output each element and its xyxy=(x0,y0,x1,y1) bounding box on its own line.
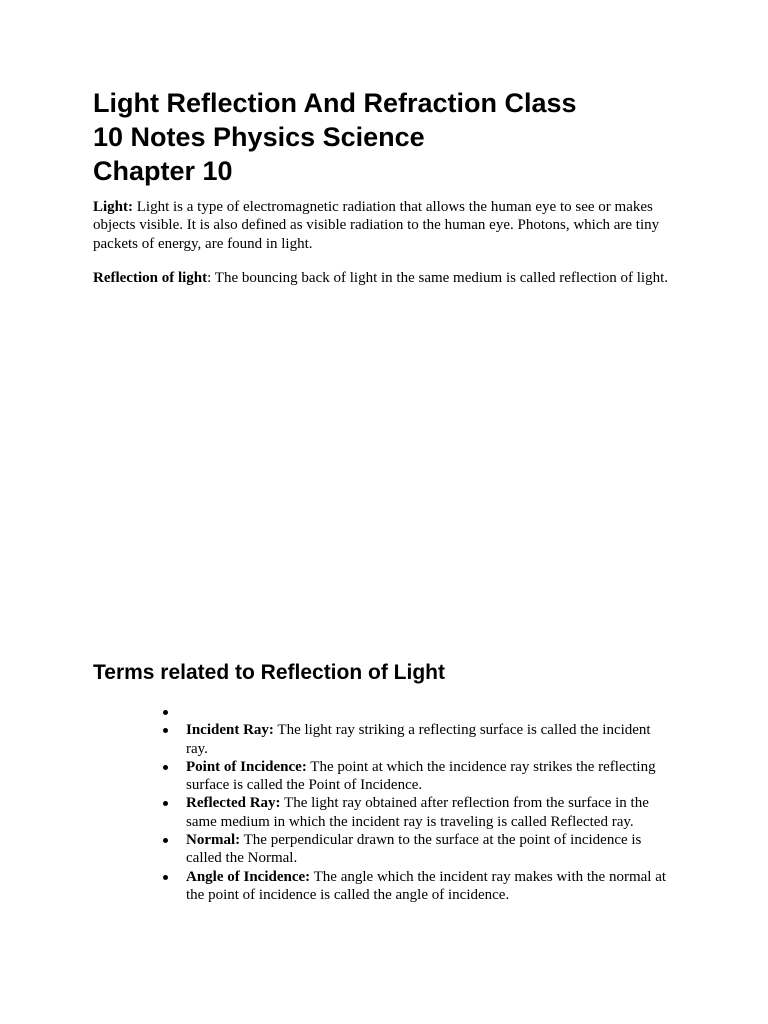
light-definition-paragraph xyxy=(93,198,683,253)
title-line: 10 Notes Physics Science xyxy=(93,122,425,152)
term-name: Point of Incidence: xyxy=(186,758,307,775)
terms-list xyxy=(186,703,671,904)
list-item xyxy=(186,721,671,758)
term-name: Incident Ray: xyxy=(186,722,274,739)
list-item-empty xyxy=(186,703,671,721)
term-name: Reflected Ray: xyxy=(186,795,281,812)
light-term: Light: xyxy=(93,199,134,215)
reflection-definition-text: : The bouncing back of light in the same medium is called reflection of light. xyxy=(207,270,668,286)
reflection-term: Reflection of light xyxy=(93,270,208,286)
list-item xyxy=(186,831,671,868)
list-item xyxy=(186,794,671,831)
term-definition: The angle which the incident ray makes with the normal at the point of incidence is called the angle of incidence. xyxy=(186,868,667,903)
section-heading: Terms related to Reflection of Light xyxy=(93,661,445,684)
reflection-definition-paragraph xyxy=(93,269,683,287)
term-definition: The perpendicular drawn to the surface at the point of incidence is called the Normal. xyxy=(186,832,642,867)
page-title xyxy=(93,86,693,188)
light-definition-text: Light is a type of electromagnetic radiation that allows the human eye to see or makes objects visible. It is also defined as visible radiation to the human eye. Photons, which are tiny packets of energy, are found in light. xyxy=(93,199,660,252)
list-item xyxy=(186,758,671,795)
term-name: Angle of Incidence: xyxy=(186,868,311,885)
term-definition: The light ray striking a reflecting surface is called the incident ray. xyxy=(186,722,651,757)
term-definition: The light ray obtained after reflection from the surface in the same medium in which the incident ray is traveling is called Reflected ray. xyxy=(186,795,649,830)
title-line: Chapter 10 xyxy=(93,156,233,186)
list-item xyxy=(186,868,671,905)
term-name: Normal: xyxy=(186,832,241,849)
title-line: Light Reflection And Refraction Class xyxy=(93,88,577,118)
term-definition: The point at which the incidence ray strikes the reflecting surface is called the Point of Incidence. xyxy=(186,758,656,794)
